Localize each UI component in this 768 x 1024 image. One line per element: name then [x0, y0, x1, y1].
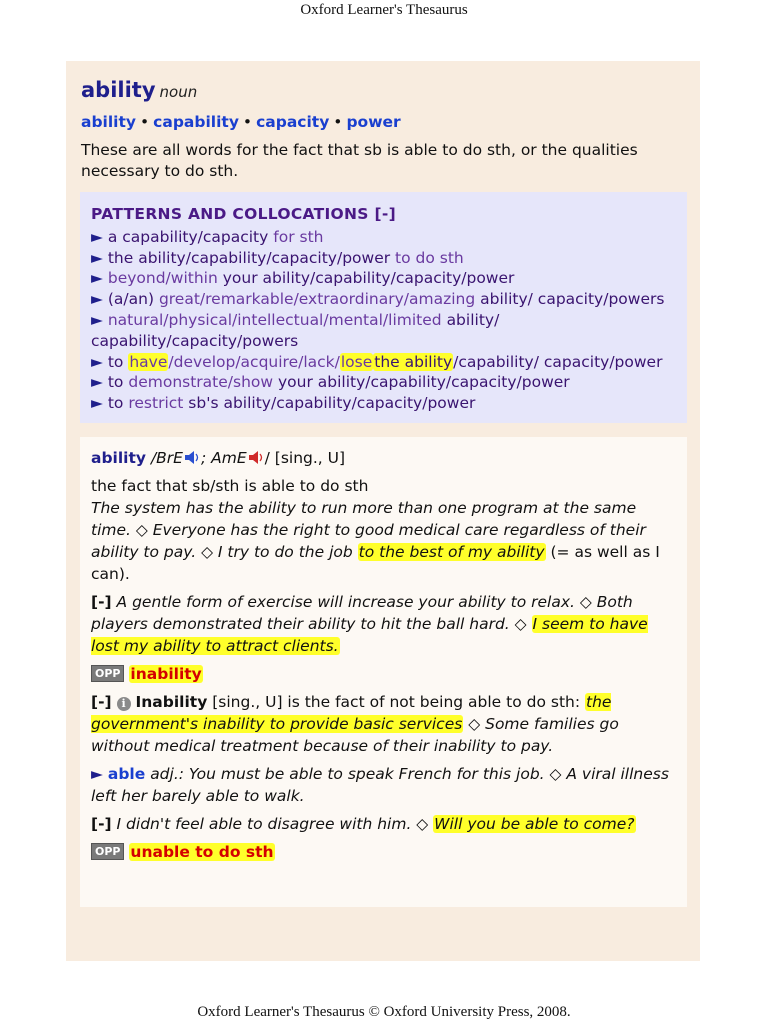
example-text: You must be able to speak French for this job. ◇ A viral illness left her barely able to walk.: [91, 764, 669, 805]
inability-note: [91, 691, 677, 757]
pattern-text: demonstrate/show: [128, 373, 274, 392]
pattern-keyword: /capability/ capacity/power: [453, 352, 663, 371]
able-link[interactable]: able: [107, 764, 146, 783]
opposite-line: [91, 663, 677, 685]
page-footer: Oxford Learner's Thesaurus © Oxford University Press, 2008.: [197, 1004, 571, 1020]
examples: [91, 497, 677, 585]
pattern-keyword: ability/ capacity/powers: [480, 290, 665, 309]
inability-word: Inability: [135, 692, 208, 711]
opposite-word[interactable]: unable to do sth: [130, 842, 274, 861]
headword-line: [81, 75, 686, 107]
opposite-line: [91, 841, 677, 863]
pattern-keyword: (a/an): [107, 290, 154, 309]
pattern-keyword: to: [107, 352, 124, 371]
separator: •: [242, 113, 253, 131]
pattern-keyword: your ability/capability/capacity/power: [278, 373, 570, 392]
inability-definition: [sing., U] is the fact of not being able to do sth:: [212, 692, 581, 711]
highlight: have: [129, 352, 168, 371]
synonym-link[interactable]: ability: [81, 113, 137, 131]
example-text: A gentle form of exercise will increase your ability to relax. ◇ Both players demonstrated their ability to hit the ball hard. ◇: [91, 592, 633, 633]
able-note: [91, 763, 677, 807]
pattern-line: [91, 289, 677, 310]
example-text: The system has the ability to run more than one program at the same time. ◇ Everyone has the right to good medical care regardless of their ability to pay. ◇ I try to do the job: [91, 498, 646, 561]
pattern-line: [91, 310, 677, 352]
arrow-icon: ►: [91, 269, 103, 288]
pattern-text: great/remarkable/extraordinary/amazing: [158, 290, 476, 309]
pattern-line: [91, 393, 677, 414]
highlight: to the best of my ability: [358, 542, 545, 561]
pattern-keyword: the ability/capability/capacity/power: [107, 248, 391, 267]
collapse-toggle[interactable]: [-]: [91, 814, 112, 833]
pattern-keyword: to: [107, 394, 124, 413]
arrow-icon: ►: [91, 310, 103, 329]
highlight: the ability: [374, 352, 453, 371]
pattern-line: [91, 352, 677, 373]
sense-box: [80, 437, 687, 907]
pattern-text: to do sth: [395, 248, 464, 267]
extra-examples: [91, 591, 677, 657]
collapse-toggle[interactable]: [-]: [91, 692, 112, 711]
pattern-text: natural/physical/intellectual/mental/limited: [107, 310, 442, 329]
highlight: the government's inability to provide basic services: [91, 692, 612, 733]
pattern-text: /develop/acquire/lack/: [168, 352, 340, 371]
synonym-list: [81, 111, 686, 133]
pattern-keyword: your ability/capability/capacity/power: [222, 269, 515, 288]
patterns-box: [80, 192, 687, 423]
collapse-toggle[interactable]: [-]: [91, 592, 112, 611]
arrow-icon: ►: [91, 248, 103, 267]
part-of-speech: noun: [159, 83, 198, 101]
synonym-link[interactable]: power: [346, 113, 401, 131]
arrow-icon: ►: [91, 352, 103, 371]
pattern-text: beyond/within: [107, 269, 218, 288]
pattern-keyword: a capability/capacity: [107, 227, 269, 246]
pattern-text: restrict: [128, 394, 184, 413]
example-text: I didn't feel able to disagree with him. ◇: [116, 814, 429, 833]
synonym-link[interactable]: capacity: [256, 113, 330, 131]
gloss: (= as well as I can).: [91, 542, 660, 583]
opp-badge: OPP: [91, 843, 124, 860]
definition: the fact that sb/sth is able to do sth: [91, 476, 369, 495]
entry-intro: These are all words for the fact that sb is able to do sth, or the qualities necessary to do sth.: [81, 141, 638, 180]
arrow-icon: ►: [91, 373, 103, 392]
highlight: I seem to have lost my ability to attract clients.: [91, 614, 648, 655]
opposite-word[interactable]: inability: [130, 664, 202, 683]
highlight: Will you be able to come?: [434, 814, 635, 833]
pattern-keyword: sb's ability/capability/capacity/power: [188, 394, 476, 413]
grammar-label: / [sing., U]: [264, 448, 346, 467]
pattern-keyword: to: [107, 373, 124, 392]
highlight: lose: [340, 352, 373, 371]
pattern-keyword: ability/ capability/capacity/powers: [91, 310, 500, 350]
pattern-line: [91, 227, 677, 248]
pattern-line: [91, 268, 677, 289]
bre-label: /BrE: [150, 448, 183, 467]
able-extra: [91, 813, 677, 835]
opp-badge: OPP: [91, 665, 124, 682]
pattern-line: [91, 372, 677, 393]
arrow-icon: ►: [91, 290, 103, 309]
speaker-icon[interactable]: [248, 451, 264, 464]
separator: •: [333, 113, 343, 131]
ame-label: ; AmE: [200, 448, 247, 467]
separator: •: [140, 113, 150, 131]
page-header: Oxford Learner's Thesaurus: [300, 2, 468, 18]
speaker-icon[interactable]: [184, 451, 200, 464]
arrow-icon: ►: [91, 764, 103, 783]
pattern-text: for sth: [273, 227, 324, 246]
arrow-icon: ►: [91, 227, 103, 246]
sense-headword: ability: [91, 448, 147, 467]
patterns-title[interactable]: PATTERNS AND COLLOCATIONS [-]: [91, 205, 396, 223]
synonym-link[interactable]: capability: [153, 113, 239, 131]
pattern-line: [91, 248, 677, 269]
thesaurus-entry: [66, 61, 700, 961]
able-pos: adj.:: [150, 764, 184, 783]
info-icon[interactable]: i: [117, 697, 131, 711]
sense-header: [91, 447, 677, 469]
example-text: ◇ Some families go without medical treatment because of their inability to pay.: [91, 714, 619, 755]
arrow-icon: ►: [91, 394, 103, 413]
headword: ability: [81, 78, 156, 102]
